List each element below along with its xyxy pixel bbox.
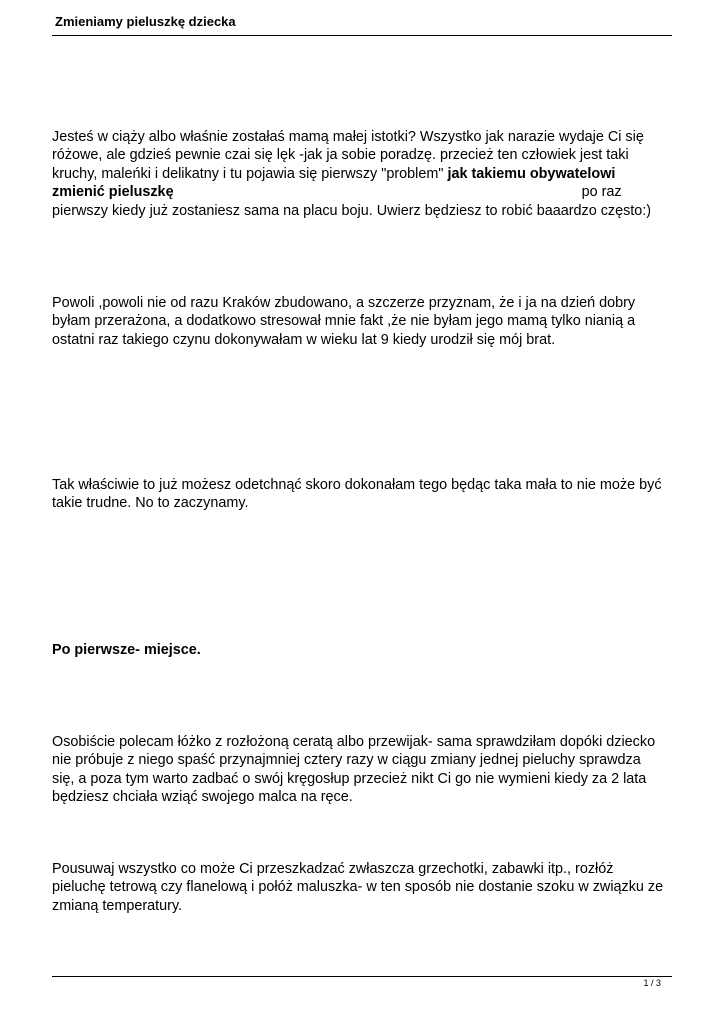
text-line: pieluchę tetrową czy flanelową i połóż maluszka- w ten sposób nie dostanie szoku w związku ze <box>52 879 664 896</box>
text-line: różowe, ale gdzieś pewnie czai się lęk -jak ja sobie poradzę. przecież ten człowiek jest taki <box>52 147 629 164</box>
preparation-paragraph <box>52 860 677 915</box>
text-line <box>52 165 677 183</box>
page-number: 1 / 3 <box>643 978 661 988</box>
text-line: Osobiście polecam łóżko z rozłożoną ceratą albo przewijak- sama sprawdziłam dopóki dziecko <box>52 734 656 750</box>
text-line: Jesteś w ciąży albo właśnie zostałaś mamą małej istotki? Wszystko jak narazie wydaje Ci się <box>52 129 644 145</box>
text-run: po raz <box>581 184 622 201</box>
text-line <box>52 183 677 201</box>
document-title: Zmieniamy pieluszkę dziecka <box>55 14 236 29</box>
bold-phrase: zmienić pieluszkę <box>52 184 174 201</box>
text-line: nie próbuje z niego spaść przynajmniej cztery razy w ciągu zmiany jednej pieluchy sprawdza <box>52 752 641 769</box>
text-line: będziesz chciała wziąć swojego malca na ręce. <box>52 789 353 806</box>
text-line: zmianą temperatury. <box>52 897 183 914</box>
footer-divider <box>52 976 672 977</box>
intro-paragraph <box>52 128 677 220</box>
section-heading: Po pierwsze- miejsce. <box>52 642 201 658</box>
krakow-paragraph <box>52 294 677 349</box>
text-line: byłam przerażona, a dodatkowo stresował mnie fakt ,że nie byłam jego mamą tylko nianią a <box>52 313 636 330</box>
text-line: ostatni raz takiego czynu dokonywałam w wieku lat 9 kiedy urodził się mój brat. <box>52 331 556 348</box>
relief-paragraph <box>52 476 677 513</box>
text-line: Tak właściwie to już możesz odetchnąć skoro dokonałam tego będąc taka mała to nie może być <box>52 477 662 493</box>
header-divider <box>52 35 672 36</box>
place-paragraph <box>52 733 677 807</box>
text-line: się, a poza tym warto zadbać o swój kręgosłup przecież nikt Ci go nie wymieni kiedy za 2 lata <box>52 770 647 787</box>
bold-phrase: jak takiemu obywatelowi <box>447 165 616 182</box>
text-run: kruchy, maleńki i delikatny i tu pojawia się pierwszy "problem" <box>52 165 448 182</box>
text-line: Pousuwaj wszystko co może Ci przeszkadzać zwłaszcza grzechotki, zabawki itp., rozłóż <box>52 861 614 877</box>
text-line: takie trudne. No to zaczynamy. <box>52 495 249 512</box>
text-line: pierwszy kiedy już zostaniesz sama na placu boju. Uwierz będziesz to robić baaardzo często:) <box>52 202 652 219</box>
text-line: Powoli ,powoli nie od razu Kraków zbudowano, a szczerze przyznam, że i ja na dzień dobry <box>52 295 636 311</box>
